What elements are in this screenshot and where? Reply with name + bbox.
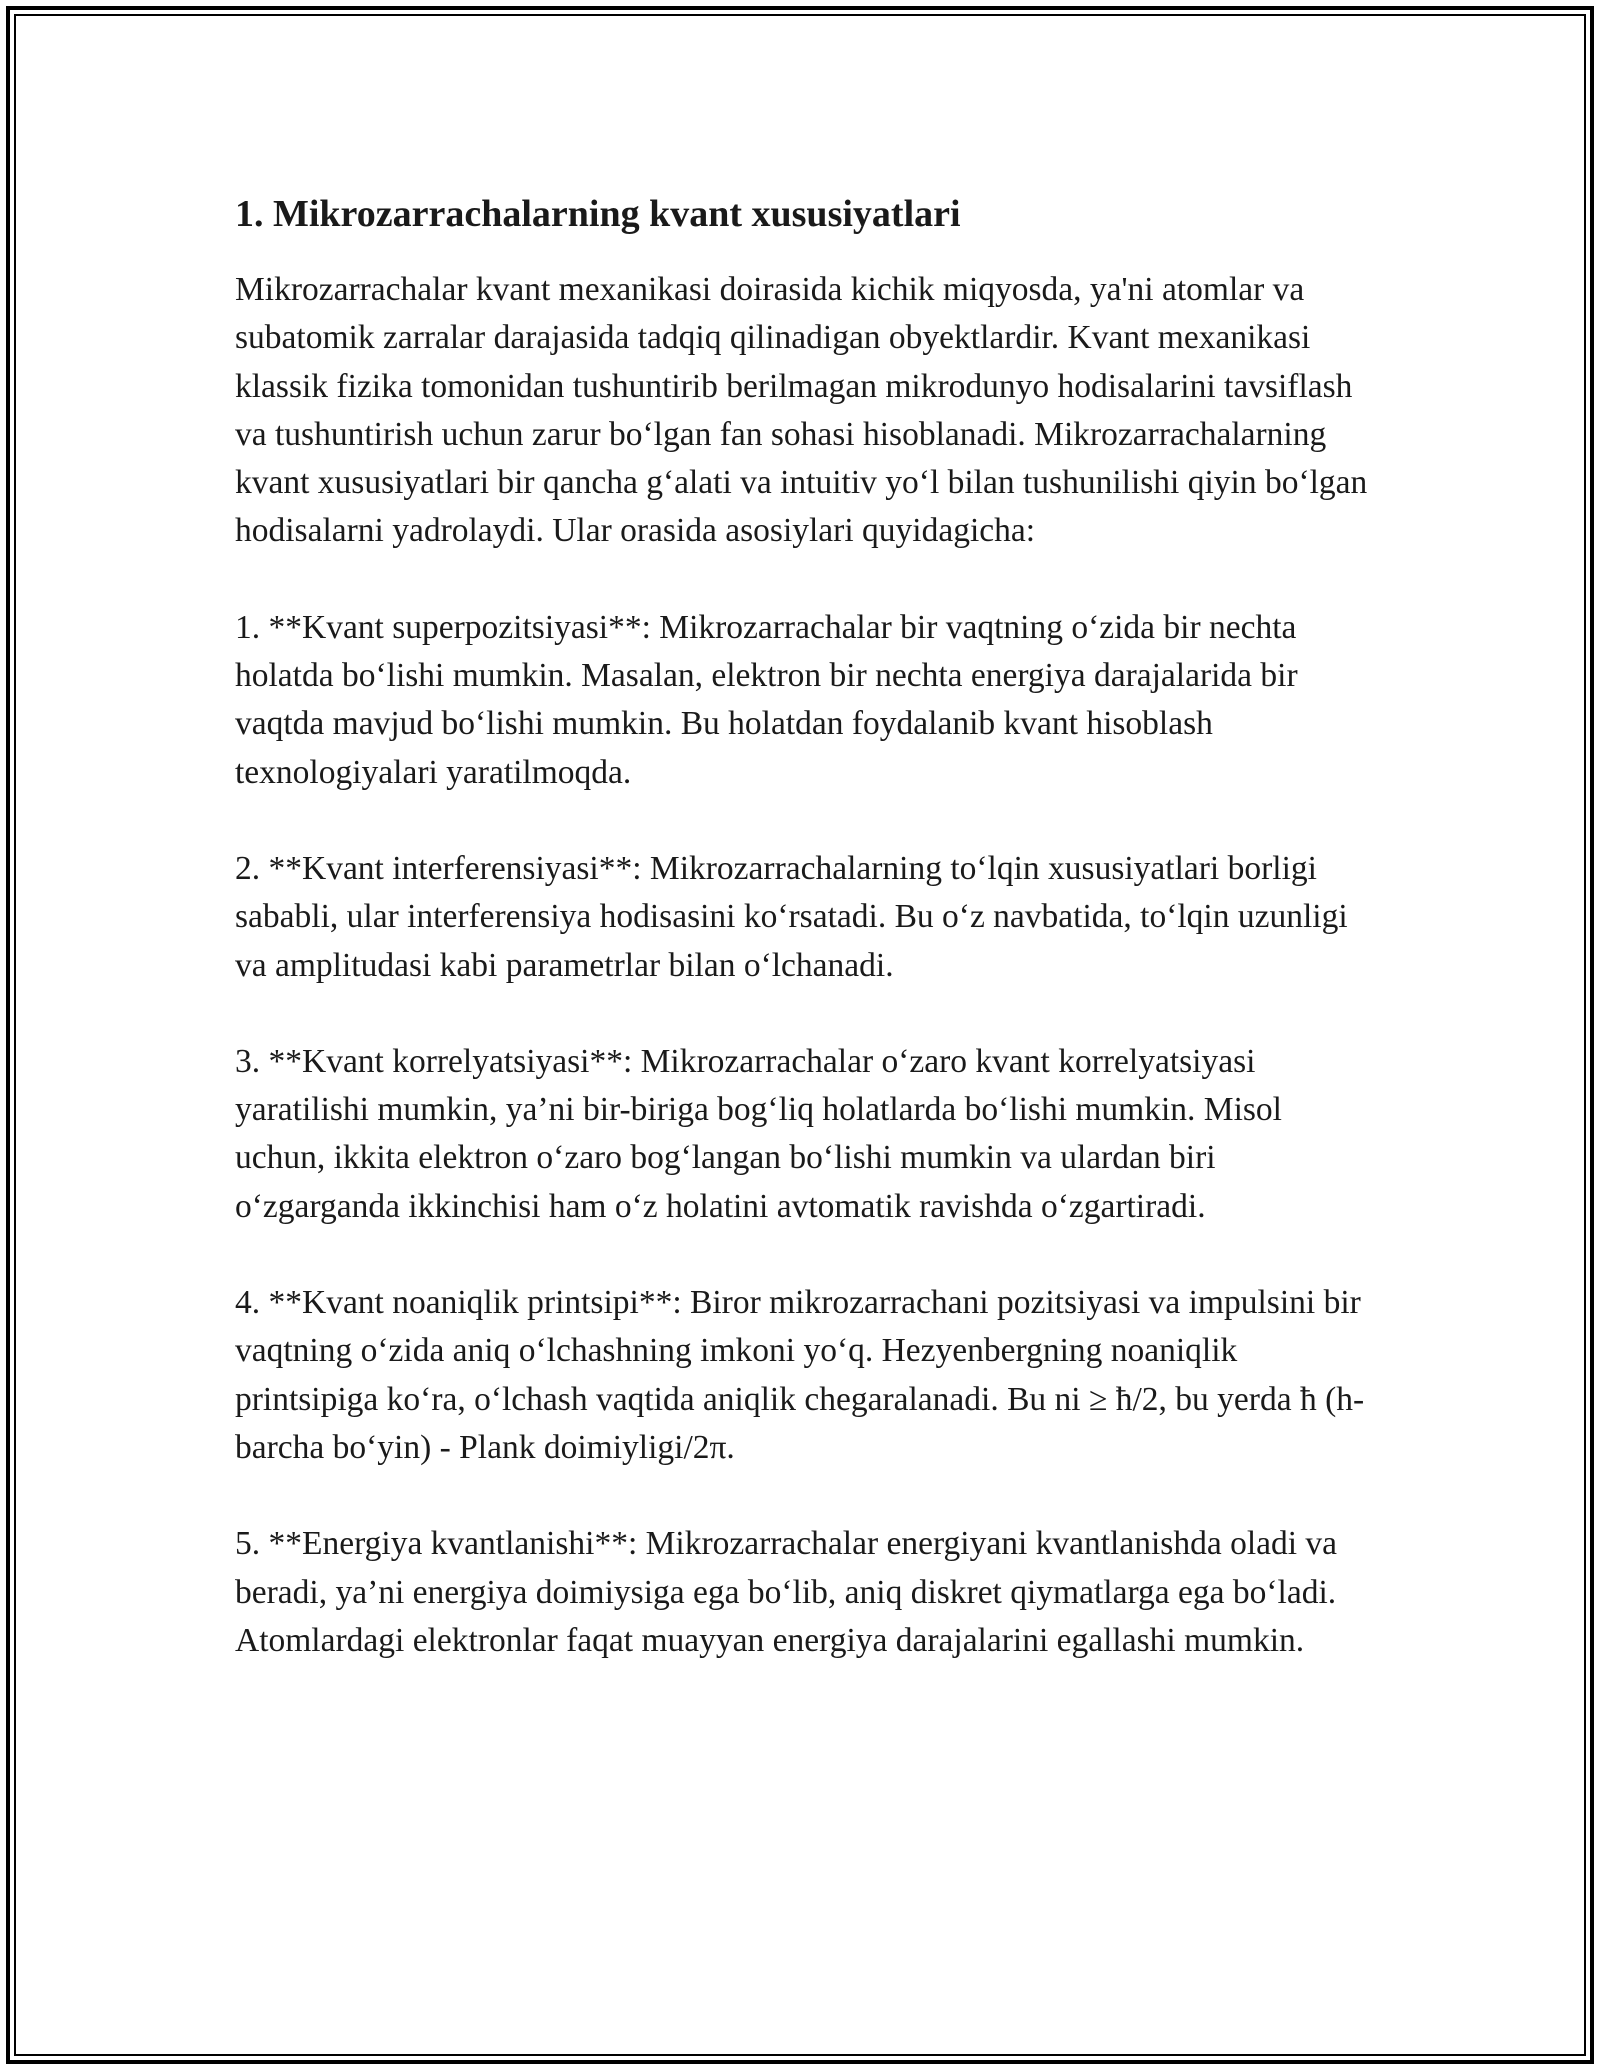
- list-item-uncertainty: 4. **Kvant noaniqlik printsipi**: Biror mikrozarrachani pozitsiyasi va impulsini bir vaqtning o‘zida aniq o‘lchashning imkoni yo‘q. Hezyenbergning noaniqlik printsipiga ko‘ra, o‘lchash vaqtida aniqlik chegaralanadi. Bu ni ≥ ħ/2, bu yerda ħ (h-barcha bo‘yin) - Plank doimiyligi/2π.: [235, 1284, 1365, 1466]
- list-item-interference: 2. **Kvant interferensiyasi**: Mikrozarrachalarning to‘lqin xususiyatlari borligi sababli, ular interferensiya hodisasini ko‘rsatadi. Bu o‘z navbatida, to‘lqin uzunligi va amplitudasi kabi parametrlar bilan o‘lchanadi.: [235, 849, 1348, 984]
- intro-paragraph: Mikrozarrachalar kvant mexanikasi doirasida kichik miqyosda, ya'ni atomlar va subatomik zarralar darajasida tadqiq qilinadigan obyektlardir. Kvant mexanikasi klassik fizika tomonidan tushuntirib berilmagan mikrodunyo hodisalarini tavsiflash va tushuntirish uchun zarur bo‘lgan fan sohasi hisoblanadi. Mikrozarrachalarning kvant xususiyatlari bir qancha g‘alati va intuitiv yo‘l bilan tushunilishi qiyin bo‘lgan hodisalarni yadrolaydi. Ular orasida asosiylari quyidagicha:: [235, 271, 1368, 550]
- list-item-correlation: 3. **Kvant korrelyatsiyasi**: Mikrozarrachalar o‘zaro kvant korrelyatsiyasi yaratilishi mumkin, ya’ni bir-biriga bog‘liq holatlarda bo‘lishi mumkin. Misol uchun, ikkita elektron o‘zaro bog‘langan bo‘lishi mumkin va ulardan biri o‘zgarganda ikkinchisi ham o‘z holatini avtomatik ravishda o‘zgartiradi.: [235, 1042, 1282, 1225]
- section-title: 1. Mikrozarrachalarning kvant xususiyatlari: [235, 193, 961, 235]
- document-body: [235, 186, 1375, 1713]
- list-item-superposition: 1. **Kvant superpozitsiyasi**: Mikrozarrachalar bir vaqtning o‘zida bir nechta holatda bo‘lishi mumkin. Masalan, elektron bir nechta energiya darajalarida bir vaqtda mavjud bo‘lishi mumkin. Bu holatdan foydalanib kvant hisoblash texnologiyalari yaratilmoqda.: [235, 608, 1298, 791]
- list-item-quantization: 5. **Energiya kvantlanishi**: Mikrozarrachalar energiyani kvantlanishda oladi va beradi, ya’ni energiya doimiysiga ega bo‘lib, aniq diskret qiymatlarga ega bo‘ladi. Atomlardagi elektronlar faqat muayyan energiya darajalarini egallashi mumkin.: [235, 1525, 1338, 1659]
